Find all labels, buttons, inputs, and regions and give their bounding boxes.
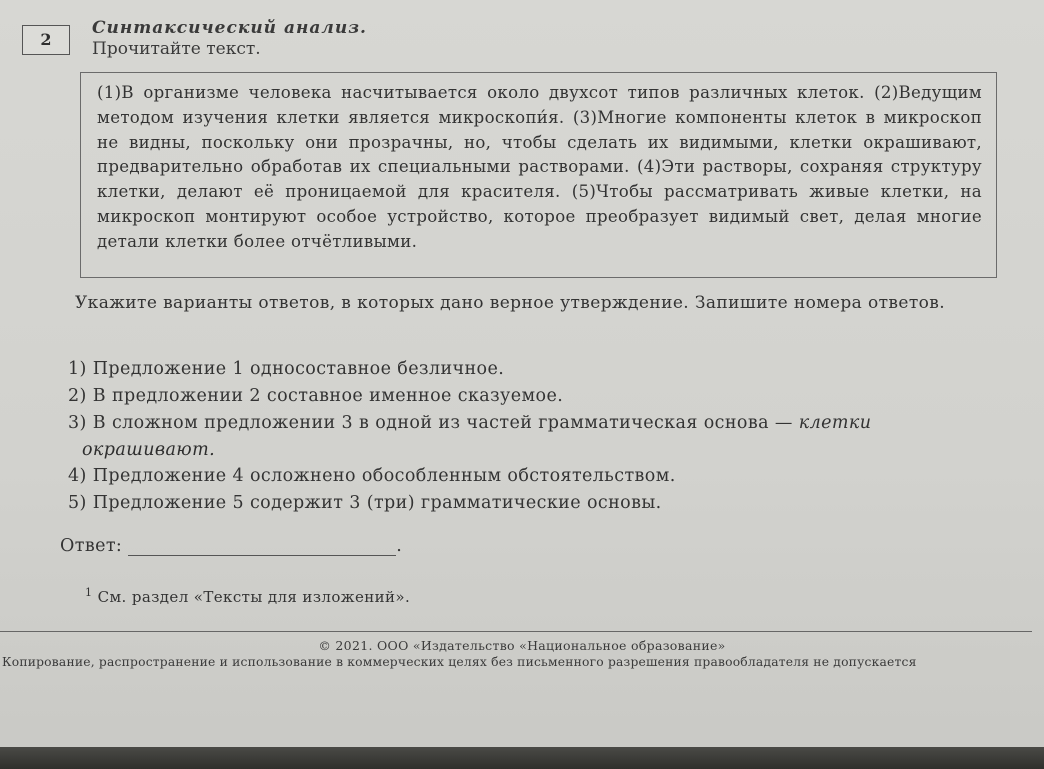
question-text: Укажите варианты ответов, в которых дано верное утверждение. Запишите номера ответов.: [75, 293, 946, 313]
footnote-text: См. раздел «Тексты для изложений».: [97, 588, 411, 606]
task-title: Синтаксический анализ.: [92, 18, 367, 38]
option-1: 1) Предложение 1 односоставное безличное.: [68, 359, 505, 379]
option-5: 5) Предложение 5 содержит 3 (три) грамматические основы.: [68, 493, 662, 513]
passage-text: (1)В организме человека насчитывается около двухсот типов различных клеток. (2)Ведущим методом изучения клетки является микроскопи́я. (3)Многие компоненты клеток в микроскоп не видны, поскольку они прозрачны, но, чтобы сделать их видимыми, клетки окрашивают, предварительно обработав их специальными растворами. (4)Эти растворы, сохраняя структуру клетки, делают её проницаемой для красителя. (5)Чтобы рассматривать живые клетки, на микроскоп монтируют особое устройство, которое преобразует видимый свет, делая многие детали клетки более отчётливыми.: [97, 83, 982, 251]
book-edge: [0, 747, 1044, 769]
option-3-continuation: окрашивают.: [82, 440, 216, 460]
task-instruction: Прочитайте текст.: [92, 39, 261, 59]
option-4: 4) Предложение 4 осложнено обособленным обстоятельством.: [68, 466, 676, 486]
option-3-text: 3) В сложном предложении 3 в одной из частей грамматическая основа —: [68, 413, 799, 433]
option-3-italic: клетки: [798, 413, 872, 433]
passage-box: [80, 72, 997, 278]
copyright-notice: Копирование, распространение и использование в коммерческих целях без письменного разрешения правообладателя не допускается: [2, 655, 917, 669]
answer-field[interactable]: [128, 537, 396, 556]
footnote-mark: 1: [85, 586, 93, 599]
answer-row: [60, 536, 402, 556]
footnote: [85, 586, 410, 606]
task-number: 2: [22, 25, 70, 55]
footer-divider: [0, 631, 1032, 632]
answer-end: .: [396, 536, 403, 556]
answer-label: Ответ:: [60, 536, 123, 556]
copyright: © 2021. ООО «Издательство «Национальное образование»: [318, 638, 726, 653]
options-list: [68, 356, 1018, 517]
option-3: [68, 410, 1018, 437]
option-2: 2) В предложении 2 составное именное сказуемое.: [68, 386, 564, 406]
